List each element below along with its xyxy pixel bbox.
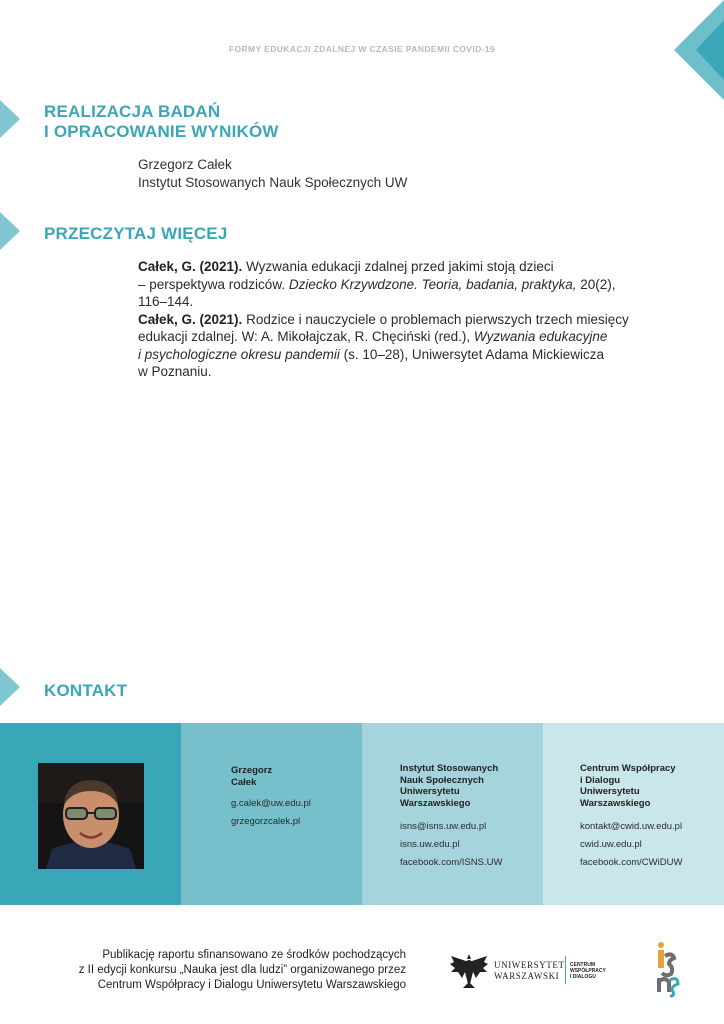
reference-author: Całek, G. (2021). [138,311,243,327]
contact-name-line: i Dialogu [580,774,621,786]
section-arrow-icon [0,668,20,706]
reference-text: edukacji zdalnej. W: A. Mikołajczak, R. Chęciński (red.), [138,329,474,344]
contact-name-line: Warszawskiego [400,797,471,809]
contact-cwid-column [543,723,724,905]
author-institute: Instytut Stosowanych Nauk Społecznych UW [138,175,408,190]
contact-band [0,723,724,905]
contact-name-line: Warszawskiego [580,797,651,809]
contact-isns-column [362,723,543,905]
contact-name-line: Centrum Współpracy [580,763,676,774]
reference-journal: Dziecko Krzywdzone. Teoria, badania, praktyka, [288,276,577,292]
author-block [138,156,407,192]
section-title-line: REALIZACJA BADAŃ [44,102,221,121]
uw-logo-text [494,960,565,982]
section-title-przeczytaj: PRZECZYTAJ WIĘCEJ [44,224,228,243]
contact-cwid-name [580,763,676,809]
contact-person-name [231,765,272,788]
contact-website-link[interactable]: cwid.uw.edu.pl [580,839,642,850]
author-name: Grzegorz Całek [138,157,232,172]
running-header: FORMY EDUKACJI ZDALNEJ W CZASIE PANDEMII COVID-19 [228,44,496,54]
contact-name-line: Uniwersytetu [580,786,640,797]
contact-name-line: Uniwersytetu [400,786,460,797]
contact-photo-column [0,723,181,905]
cwid-logo-line: CENTRUM [570,962,595,968]
contact-isns-name [400,763,498,809]
contact-name-line: Nauk Społecznych [400,774,484,786]
funding-note-line: z II edycji konkursu „Nauka jest dla ludzi” organizowanego przez [78,964,406,976]
section-title-line: I OPRACOWANIE WYNIKÓW [44,122,279,141]
contact-email-link[interactable]: isns@isns.uw.edu.pl [400,821,487,832]
isns-logo-icon [648,940,684,1000]
reference-text: (s. 10–28), Uniwersytet Adama Mickiewicza [339,346,604,362]
author-photo [38,763,144,869]
reference-text: Wyzwania edukacji zdalnej przed jakimi stoją dzieci [242,259,554,274]
contact-name-line: Instytut Stosowanych [400,763,499,774]
section-arrow-icon [0,212,20,250]
eagle-emblem-icon [448,950,490,992]
contact-name-line: Grzegorz [231,765,273,776]
contact-facebook-link[interactable]: facebook.com/ISNS.UW [400,857,503,868]
funding-note-line: Centrum Współpracy i Dialogu Uniwersytetu Warszawskiego [97,979,406,991]
contact-website-link[interactable]: isns.uw.edu.pl [400,839,460,850]
contact-name-line: Całek [231,776,257,788]
cwid-logo-text [570,962,606,980]
reference-book-title: Wyzwania edukacyjne [473,329,608,344]
uw-logo-line: UNIWERSYTET [494,960,565,970]
reference-item [138,258,678,311]
contact-email-link[interactable]: g.calek@uw.edu.pl [231,798,311,809]
section-title-realizacja [44,102,279,142]
reference-text: 20(2), [576,276,616,292]
uw-logo [448,948,608,992]
contact-facebook-link[interactable]: facebook.com/CWiDUW [580,857,683,868]
corner-decoration-icon [674,0,724,100]
contact-person-column [181,723,362,905]
reference-item [138,311,678,381]
contact-email-link[interactable]: kontakt@cwid.uw.edu.pl [580,821,683,832]
reference-author: Całek, G. (2021). [138,259,243,274]
reference-text: w Poznaniu. [138,364,212,379]
reference-text: – perspektywa rodziców. [138,276,289,292]
section-arrow-icon [0,100,20,138]
reference-book-title: i psychologiczne okresu pandemii [138,346,340,362]
references-list [138,258,678,381]
cwid-logo-line: WSPÓŁPRACY [570,968,606,974]
funding-note [40,948,406,993]
cwid-logo-line: I DIALOGU [570,974,596,980]
uw-logo-line: WARSZAWSKI [494,971,560,981]
reference-text: 116–144. [138,294,194,309]
funding-note-line: Publikację raportu sfinansowano ze środków pochodzących [102,949,406,961]
contact-website-link[interactable]: grzegorzcalek.pl [231,816,301,827]
reference-text: Rodzice i nauczyciele o problemach pierwszych trzech miesięcy [242,311,629,327]
section-title-kontakt: KONTAKT [44,681,128,700]
logo-divider [565,956,566,984]
